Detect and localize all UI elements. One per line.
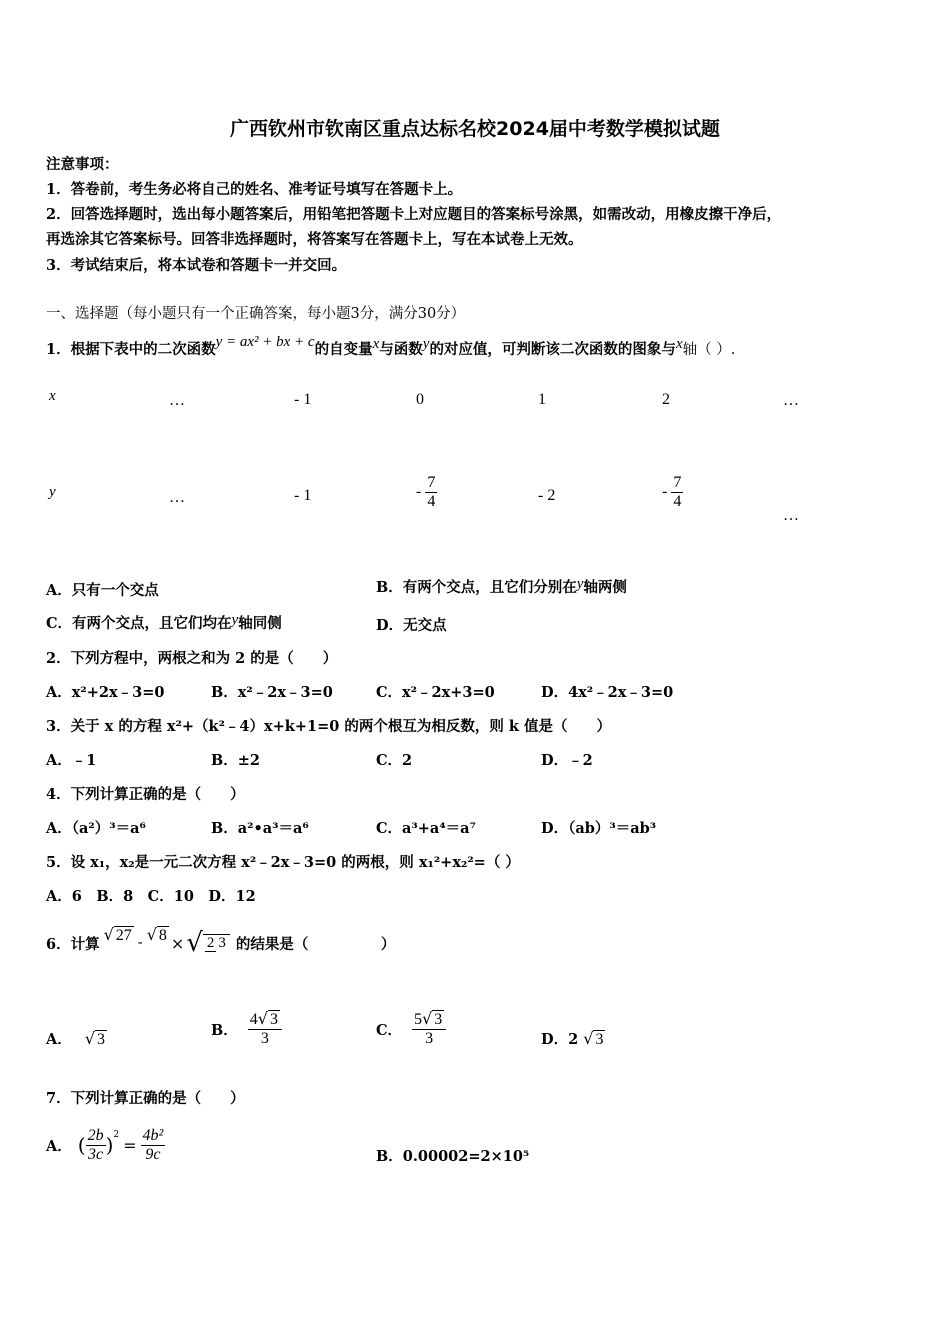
- option-label: A．: [46, 1031, 72, 1048]
- option-text: 轴同侧: [238, 615, 282, 632]
- q6-text: 的结果是（ ）: [235, 935, 396, 953]
- option-a: A．只有一个交点: [46, 582, 159, 599]
- frac-denominator: 3c: [88, 1145, 104, 1163]
- exponent: 2: [113, 1130, 120, 1140]
- times-sign: ×: [170, 933, 185, 953]
- frac-denominator: 3: [260, 1030, 269, 1047]
- section-heading: 一、选择题（每小题只有一个正确答案，每小题3分，满分30分）: [46, 306, 466, 322]
- option-d: D．4x²﹣2x﹣3=0: [541, 684, 674, 701]
- option-label: B．: [211, 1021, 238, 1039]
- minus-sign: -: [137, 935, 143, 951]
- option-a: A． √ 3: [46, 1029, 106, 1048]
- frac-denominator: 9c: [145, 1145, 161, 1163]
- q1-var: x: [675, 336, 683, 352]
- question-2-stem: 2．下列方程中，两根之和为 2 的是（ ）: [46, 650, 338, 667]
- question-5-options: A．6 B．8 C．10 D．12: [46, 888, 256, 905]
- table-row-label: x: [49, 388, 56, 404]
- notice-item: 3．考试结束后，将本试卷和答题卡一并交回。: [46, 257, 347, 274]
- option-d: D．无交点: [376, 617, 447, 634]
- table-cell: 0: [416, 391, 424, 408]
- option-text: C．有两个交点，且它们均在: [46, 615, 232, 632]
- frac-numerator: 7: [673, 474, 682, 491]
- notice-item: 2．回答选择题时，选出每小题答案后，用铅笔把答题卡上对应题目的答案标号涂黑，如需改动，用橡皮擦干净后，: [46, 206, 782, 223]
- q1-text: 轴（ ）.: [682, 342, 736, 358]
- frac-denominator: 4: [427, 492, 436, 510]
- table-cell: …: [169, 489, 185, 506]
- question-6-stem: 6．计算 √ 27 - √ 8 × √ 2 3 的结果是（ ）: [46, 925, 396, 958]
- table-row-label: y: [49, 484, 56, 500]
- option-label: A．: [46, 1137, 72, 1155]
- minus-sign: -: [662, 483, 668, 501]
- question-4-stem: 4．下列计算正确的是（ ）: [46, 786, 245, 803]
- option-a: A．（a²）³＝a⁶: [46, 820, 146, 837]
- question-3-stem: 3．关于 x 的方程 x²+（k²﹣4）x+k+1=0 的两个根互为相反数，则 k 值是（ ）: [46, 718, 612, 735]
- sqrt-27: 27: [115, 927, 132, 944]
- notice-heading: 注意事项：: [46, 156, 119, 173]
- table-cell: …: [783, 392, 799, 409]
- option-text: 轴两侧: [583, 579, 627, 596]
- option-a: A．﹣1: [46, 752, 97, 769]
- sqrt-value: 3: [97, 1031, 106, 1048]
- table-cell-fraction: [416, 474, 437, 510]
- option-b: B．a²•a³＝a⁶: [211, 820, 309, 837]
- option-d: D．（ab）³＝ab³: [541, 820, 657, 837]
- option-a: A． ( $\frac{2b}{3c}$ ) $^2$ = $\frac{\text{4b²}}{9c}$: [46, 1126, 164, 1163]
- minus-sign: -: [416, 483, 422, 501]
- option-a: A．x²+2x﹣3=0: [46, 684, 165, 701]
- frac-numerator: 7: [427, 474, 436, 491]
- option-label: D．2: [541, 1031, 579, 1048]
- q1-text: 的对应值，可判断该二次函数的图象与: [429, 341, 676, 358]
- notice-item: 再选涂其它答案标号。回答非选择题时，将答案写在答题卡上，写在本试卷上无效。: [46, 231, 583, 248]
- sqrt-value: 3: [434, 1011, 443, 1029]
- q1-var: x: [372, 336, 380, 352]
- question-1-stem: [46, 334, 736, 359]
- table-cell: …: [169, 392, 185, 409]
- frac-numerator: 2: [206, 935, 215, 952]
- frac-numerator: 2b: [87, 1126, 104, 1144]
- question-7-stem: 7．下列计算正确的是（ ）: [46, 1090, 245, 1107]
- option-text: B．有两个交点，且它们分别在: [376, 579, 577, 596]
- sqrt-value: 3: [595, 1031, 604, 1048]
- coef: 5: [414, 1011, 423, 1029]
- option-b: B．±2: [211, 752, 260, 769]
- option-b: B． $\frac{4√ 3}{3}$: [211, 1004, 282, 1054]
- option-c: C．a³+a⁴＝a⁷: [376, 820, 476, 837]
- question-5-stem: 5．设 x₁，x₂是一元二次方程 x²﹣2x﹣3=0 的两根，则 x₁²+x₂²=（ ）: [46, 854, 520, 871]
- q1-prefix: 1．根据下表中的二次函数: [46, 341, 216, 358]
- option-var: y: [576, 576, 584, 592]
- page-title: 广西钦州市钦南区重点达标名校2024届中考数学模拟试题: [230, 118, 720, 140]
- table-cell: …: [783, 507, 799, 524]
- coef: 4: [249, 1011, 258, 1029]
- option-d: D．2 √ 3: [541, 1029, 604, 1048]
- option-b: B．0.00002=2×10⁵: [376, 1148, 530, 1165]
- option-c: C．2: [376, 752, 413, 769]
- q1-text: 的自变量: [314, 341, 373, 358]
- table-cell: 2: [662, 391, 670, 408]
- notice-item: 1．答卷前，考生务必将自己的姓名、准考证号填写在答题卡上。: [46, 181, 463, 198]
- option-b: B．x²﹣2x﹣3=0: [211, 684, 333, 701]
- option-label: C．: [376, 1021, 403, 1039]
- q1-text: 与函数: [379, 341, 423, 358]
- option-c: [46, 612, 282, 633]
- q1-formula: y = ax² + bx + c: [215, 334, 315, 350]
- table-cell-fraction: [662, 474, 683, 510]
- sqrt-8: 8: [158, 927, 167, 944]
- option-c: C． $\frac{5√ 3}{3}$: [376, 1004, 446, 1054]
- frac-denominator: 4: [673, 492, 682, 510]
- table-cell: - 1: [294, 487, 312, 504]
- option-d: D．﹣2: [541, 752, 593, 769]
- q6-text: 6．计算: [46, 935, 100, 953]
- frac-denominator: 3: [425, 1030, 434, 1047]
- frac-denominator: 3: [218, 935, 226, 952]
- table-cell: - 2: [538, 487, 556, 504]
- frac-numerator: 4b²: [142, 1126, 164, 1144]
- sqrt-value: 3: [269, 1011, 278, 1029]
- option-b: [376, 576, 627, 597]
- table-cell: 1: [538, 391, 546, 408]
- q1-var: y: [422, 336, 430, 352]
- option-c: C．x²﹣2x+3=0: [376, 684, 495, 701]
- table-cell: - 1: [294, 391, 312, 408]
- option-var: y: [231, 612, 239, 628]
